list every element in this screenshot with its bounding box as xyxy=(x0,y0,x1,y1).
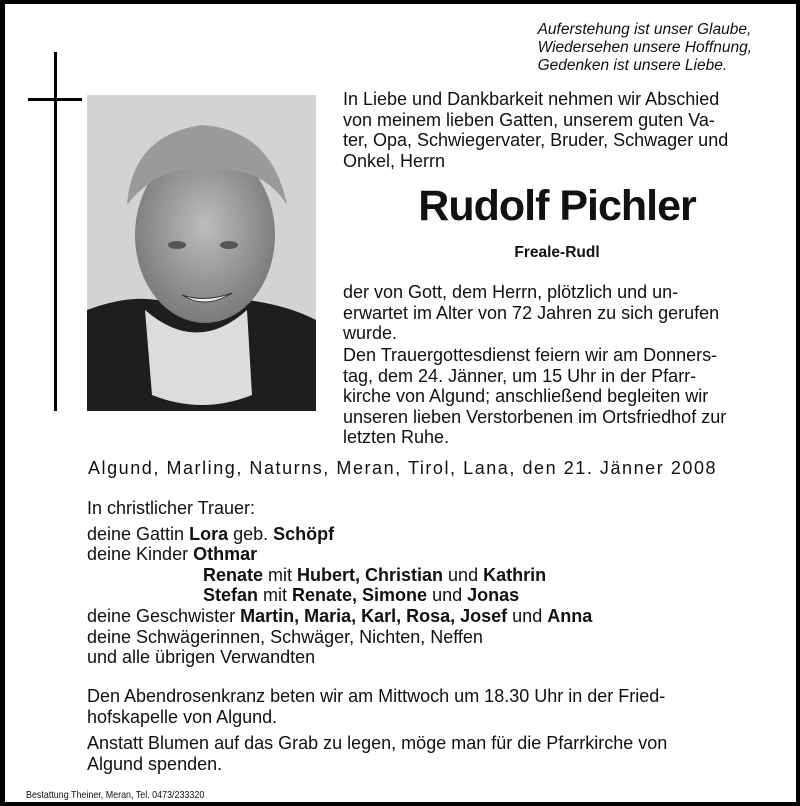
mourner-relation: und xyxy=(507,605,548,626)
text-line: tag, dem 24. Jänner, um 15 Uhr in der Pfarr- xyxy=(343,365,697,386)
mourner-relation: mit xyxy=(258,585,293,606)
mourner-relation: deine Gattin xyxy=(87,523,190,544)
text-line: von meinem lieben Gatten, unserem guten Va- xyxy=(343,109,715,130)
mourner-name: Kathrin xyxy=(483,564,547,585)
text-line: Anstatt Blumen auf das Grab zu legen, möge man für die Pfarrkirche von xyxy=(87,733,668,753)
text-line: hofskapelle von Algund. xyxy=(87,706,278,727)
mourner-name: Stefan xyxy=(203,585,259,606)
funeral-text xyxy=(343,345,726,448)
mourner-line xyxy=(87,565,592,586)
motto-line: Gedenken ist unsere Liebe. xyxy=(537,57,728,74)
mourner-line xyxy=(87,544,592,565)
text-line: Onkel, Herrn xyxy=(343,150,446,171)
text-line: erwartet im Alter von 72 Jahren zu sich gerufen xyxy=(343,302,720,323)
mourner-relation: mit xyxy=(263,564,298,585)
place-and-date: Algund, Marling, Naturns, Meran, Tirol, Lana, den 21. Jänner 2008 xyxy=(88,458,718,478)
mourner-line xyxy=(87,627,592,648)
mourner-line xyxy=(87,606,592,627)
mourners-list xyxy=(87,524,592,668)
text-line: letzten Ruhe. xyxy=(343,427,450,448)
text-line: wurde. xyxy=(343,323,398,344)
mourner-name: Jonas xyxy=(467,585,520,606)
cross-icon-bar xyxy=(28,98,82,101)
mourner-relation: deine Kinder xyxy=(87,544,194,565)
motto-line: Wiedersehen unsere Hoffnung, xyxy=(537,39,752,56)
text-line: In Liebe und Dankbarkeit nehmen wir Abschied xyxy=(343,89,720,109)
intro-text xyxy=(343,89,728,171)
mourner-line xyxy=(87,585,592,606)
motto xyxy=(538,21,752,75)
text-line: Den Abendrosenkranz beten wir am Mittwoch um 18.30 Uhr in der Fried- xyxy=(87,686,666,706)
text-line: ter, Opa, Schwiegervater, Bruder, Schwager und xyxy=(343,130,729,151)
mourner-name: Othmar xyxy=(193,544,258,565)
text-line: unseren lieben Verstorbenen im Ortsfriedhof zur xyxy=(343,406,727,427)
deceased-nickname: Freale-Rudl xyxy=(514,244,600,261)
mourner-name: Schöpf xyxy=(273,523,335,544)
donation-text xyxy=(87,733,667,774)
rosary-text xyxy=(87,686,665,727)
text-line: Den Trauergottesdienst feiern wir am Donners- xyxy=(343,345,718,365)
text-line: Algund spenden. xyxy=(87,753,223,774)
death-text xyxy=(343,282,719,344)
mourner-name: Anna xyxy=(547,605,593,626)
mourner-relation: und alle übrigen Verwandten xyxy=(87,647,316,668)
mourner-relation: und xyxy=(427,585,468,606)
mourner-name: Martin, Maria, Karl, Rosa, Josef xyxy=(240,605,508,626)
mourner-name: Renate, Simone xyxy=(292,585,428,606)
motto-line: Auferstehung ist unser Glaube, xyxy=(537,21,752,38)
mourner-relation: und xyxy=(443,564,484,585)
text-line: kirche von Algund; anschließend begleiten wir xyxy=(343,386,709,407)
funeral-home-footer: Bestattung Theiner, Meran, Tel. 0473/233320 xyxy=(26,789,205,801)
deceased-name: Rudolf Pichler xyxy=(418,182,696,230)
mourners-section xyxy=(87,498,592,668)
mourners-heading: In christlicher Trauer: xyxy=(87,498,256,518)
mourner-line xyxy=(87,647,592,668)
portrait-photo xyxy=(87,95,316,411)
mourner-relation: deine Schwägerinnen, Schwäger, Nichten, Neffen xyxy=(87,626,483,647)
text-line: der von Gott, dem Herrn, plötzlich und un- xyxy=(343,282,679,302)
cross-icon xyxy=(54,52,57,411)
mourner-name: Lora xyxy=(189,523,229,544)
mourner-line xyxy=(87,524,592,545)
mourner-name: Renate xyxy=(203,564,264,585)
mourner-relation: deine Geschwister xyxy=(87,605,241,626)
mourner-relation: geb. xyxy=(228,523,274,544)
mourner-name: Hubert, Christian xyxy=(297,564,444,585)
